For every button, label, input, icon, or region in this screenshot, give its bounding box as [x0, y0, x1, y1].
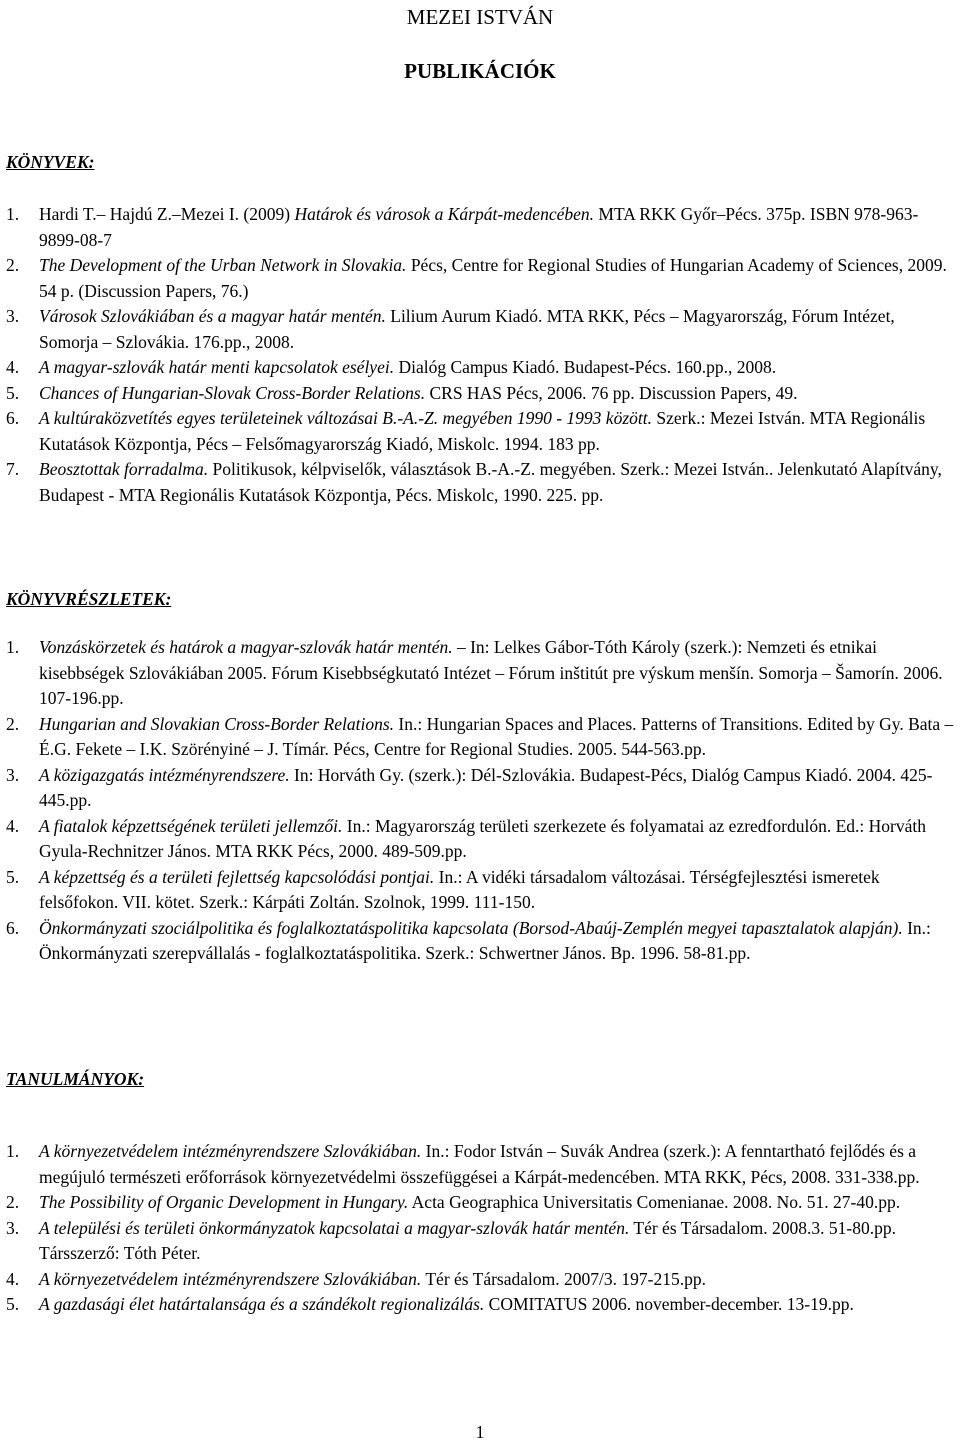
item-title: Határok és városok a Kárpát-medencében. — [294, 204, 595, 224]
item-number: 4. — [6, 1268, 20, 1289]
list-item — [0, 1216, 960, 1267]
item-number: 1. — [6, 204, 20, 224]
item-details: Pécs, Centre for Regional Studies of Hungarian Academy of Sciences, 2009. 54 p. (Discussion Papers, 76.) — [39, 255, 947, 301]
item-title: Vonzáskörzetek és határok a magyar-szlovák határ mentén. — [39, 637, 453, 657]
item-number: 6. — [6, 408, 20, 428]
item-details: – In: Lelkes Gábor-Tóth Károly (szerk.): Nemzeti és etnikai kisebbségek Szlovákiában 2005. Fórum Kisebbségkutató Intézet – Fórum inštitút pre výskum menšín. Somorja – Šamorín. 2006. 107-196.pp. — [39, 637, 943, 708]
list-item — [0, 202, 960, 253]
item-title: Városok Szlovákiában és a magyar határ mentén. — [39, 306, 386, 326]
item-details: Acta Geographica Universitatis Comenianae. 2008. No. 51. 27-40.pp. — [408, 1192, 901, 1212]
item-title: The Development of the Urban Network in Slovakia. — [39, 255, 407, 275]
item-title: Chances of Hungarian-Slovak Cross-Border Relations. — [39, 382, 426, 403]
list-item — [0, 406, 960, 457]
item-number: 2. — [6, 255, 20, 275]
item-number: 4. — [6, 815, 20, 836]
list-item — [0, 712, 960, 763]
list-item — [0, 304, 929, 355]
list-item — [0, 916, 960, 967]
item-title: A fiatalok képzettségének területi jellemzői. — [39, 815, 343, 836]
section-heading-books: KÖNYVEK: — [6, 152, 95, 172]
item-title: A környezetvédelem intézményrendszere Szlovákiában. — [39, 1268, 422, 1289]
item-details: Lilium Aurum Kiadó. MTA RKK, Pécs – Magyarország, Fórum Intézet, Somorja – Szlovákia. 176.pp., 2008. — [39, 306, 895, 352]
item-details: CRS HAS Pécs, 2006. 76 pp. Discussion Papers, 49. — [425, 382, 798, 403]
list-item — [0, 814, 960, 865]
item-title: Hungarian and Slovakian Cross-Border Relations. — [39, 713, 395, 734]
item-number: 3. — [6, 306, 20, 326]
list-item — [0, 381, 960, 407]
item-title: The Possibility of Organic Development in Hungary. — [39, 1192, 409, 1212]
item-number: 2. — [6, 1192, 20, 1212]
item-details: In.: Magyarország területi szerkezete és folyamatai az ezredfordulón. Ed.: Horváth Gyula-Rechnitzer János. MTA RKK Pécs, 2000. 489-509.pp. — [39, 815, 926, 861]
item-details: COMITATUS 2006. november-december. 13-19.pp. — [484, 1294, 854, 1314]
item-number: 6. — [6, 917, 20, 938]
item-details: Tér és Társadalom. 2007/3. 197-215.pp. — [421, 1268, 706, 1289]
item-details: In.: A vidéki társadalom változásai. Térségfejlesztési ismeretek felsőfokon. VII. kötet. Szerk.: Kárpáti Zoltán. Szolnok, 1999. 111-150. — [39, 866, 880, 912]
section-heading-studies: TANULMÁNYOK: — [6, 1069, 145, 1089]
studies-list — [0, 1139, 960, 1318]
item-details: Dialóg Campus Kiadó. Budapest-Pécs. 160.pp., 2008. — [394, 357, 777, 377]
item-title: A települési és területi önkormányzatok kapcsolatai a magyar-szlovák határ mentén. — [39, 1217, 630, 1238]
list-item — [0, 763, 960, 814]
list-item — [0, 1139, 960, 1190]
item-number: 1. — [6, 1141, 20, 1161]
item-title: A közigazgatás intézményrendszere. — [39, 764, 290, 785]
item-title: Önkormányzati szociálpolitika és foglalkoztatáspolitika kapcsolata (Borsod-Abaúj-Zemplén megyei tapasztalatok alapján). — [39, 917, 903, 938]
page-number: 1 — [475, 1422, 485, 1442]
item-number: 5. — [6, 382, 20, 403]
item-number: 5. — [6, 1294, 20, 1314]
list-item — [0, 865, 960, 916]
list-item — [0, 1267, 960, 1293]
list-item — [0, 1190, 960, 1216]
item-title: A környezetvédelem intézményrendszere Szlovákiában. — [39, 1141, 422, 1161]
item-title: Beosztottak forradalma. — [39, 459, 209, 479]
list-item — [0, 1292, 960, 1318]
item-details: In.: Önkormányzati szerepvállalás - foglalkoztatáspolitika. Szerk.: Schwertner János. Bp. 1996. 58-81.pp. — [39, 917, 931, 963]
item-number: 7. — [6, 459, 20, 479]
item-number: 3. — [6, 764, 20, 785]
list-item — [0, 635, 960, 712]
chapters-list — [0, 635, 960, 967]
list-item — [0, 355, 960, 381]
item-number: 3. — [6, 1217, 20, 1238]
item-title: A magyar-szlovák határ menti kapcsolatok esélyei. — [39, 357, 395, 377]
item-number: 4. — [6, 357, 20, 377]
item-title: A kultúraközvetítés egyes területeinek változásai B.-A.-Z. megyében 1990 - 1993 között. — [39, 408, 652, 428]
item-details: In.: Fodor István – Suvák Andrea (szerk.): A fenntartható fejlődés és a megújuló természeti erőforrások környezetvédelmi összefüggései a Kárpát-medencében. MTA RKK, Pécs, 2008. 331-338.pp. — [39, 1141, 920, 1187]
list-item — [0, 253, 960, 304]
item-details: Tér és Társadalom. 2008.3. 51-80.pp. Társszerző: Tóth Péter. — [39, 1217, 896, 1263]
item-details: Szerk.: Mezei István. MTA Regionális Kutatások Központja, Pécs – Felsőmagyarország Kiadó, Miskolc. 1994. 183 pp. — [39, 408, 926, 454]
item-details: Politikusok, kélpviselők, választások B.-A.-Z. megyében. Szerk.: Mezei István.. Jelenkutató Alapítvány, Budapest - MTA Regionális Kutatások Központja, Pécs. Miskolc, 1990. 225. pp. — [39, 459, 942, 505]
item-pre: Hardi T.– Hajdú Z.–Mezei I. (2009) — [39, 204, 295, 224]
item-details: In: Horváth Gy. (szerk.): Dél-Szlovákia. Budapest-Pécs, Dialóg Campus Kiadó. 2004. 425-445.pp. — [39, 764, 933, 810]
item-title: A képzettség és a területi fejlettség kapcsolódási pontjai. — [39, 866, 435, 887]
list-item — [0, 457, 960, 508]
author-name: MEZEI ISTVÁN — [406, 5, 554, 29]
item-title: A gazdasági élet határtalansága és a szándékolt regionalizálás. — [39, 1294, 485, 1314]
item-number: 5. — [6, 866, 20, 887]
item-number: 1. — [6, 637, 20, 657]
item-details: MTA RKK Győr–Pécs. 375p. ISBN 978-963-9899-08-7 — [39, 204, 919, 250]
books-list — [0, 202, 960, 508]
page-title: PUBLIKÁCIÓK — [404, 59, 556, 83]
item-details: In.: Hungarian Spaces and Places. Patterns of Transitions. Edited by Gy. Bata – É.G. Fekete – I.K. Szörényiné – J. Tímár. Pécs, Centre for Regional Studies. 2005. 544-563.pp. — [39, 713, 954, 759]
section-heading-chapters: KÖNYVRÉSZLETEK: — [6, 589, 172, 609]
item-number: 2. — [6, 713, 20, 734]
